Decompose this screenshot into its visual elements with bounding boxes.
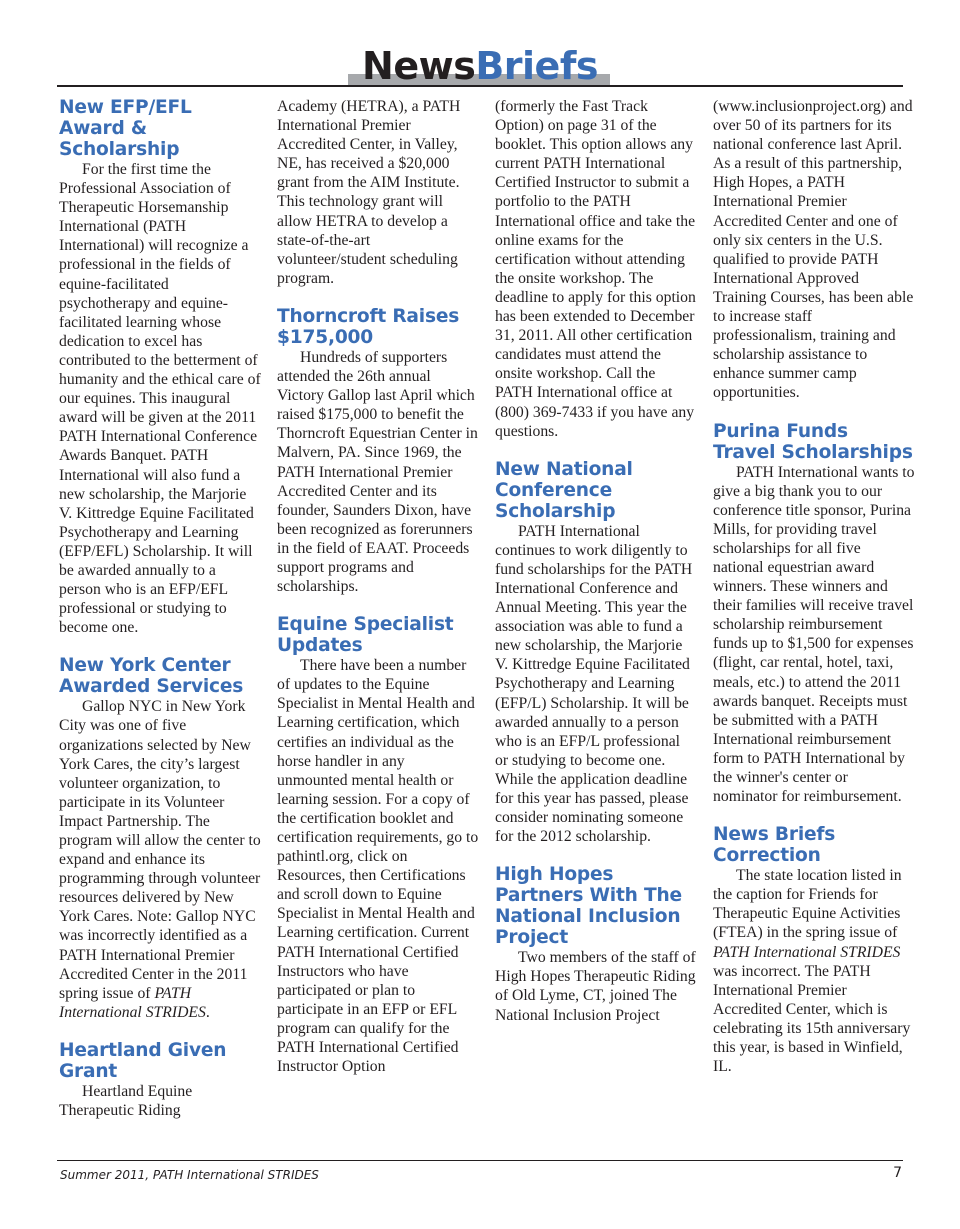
body-nyc-center (59, 697, 261, 1022)
body-conference-scholarship: PATH International continues to work diligently to fund scholarships for the PATH International Conference and Annual Meeting. This year the association was able to fund a new scholarship, the Marjorie V. Kittredge Equine Facilitated Psychotherapy and Learning (EFP/L) Scholarship. It will be awarded annually to a person who is an EFP/L professional or studying to become one. While the application deadline for this year has passed, please consider nominating someone for the 2012 scholarship. (495, 522, 693, 846)
body-correction-end: was incorrect. The PATH International Premier Accredited Center, which is celebrating its 15th anniversary this year, is based in Winfield, IL. (713, 962, 911, 1076)
body-correction-text: The state location listed in the caption for Friends for Therapeutic Equine Activities (FTEA) in the spring issue of (713, 867, 902, 942)
footer-rule (57, 1160, 903, 1161)
article-gap (495, 846, 697, 864)
headline-efp-award: New EFP/EFL Award & Scholarship (59, 97, 192, 160)
body-correction-italic: PATH International STRIDES (713, 943, 901, 961)
body-equine-specialist-start: There have been a number of updates to the Equine Specialist in Mental Health and Learning certification, which certifies an individual as the horse handler in any unmounted mental health or learning session. For a copy of the certification booklet and certification requirements, go to pathintl.org, click on Resources, then Certifications and scroll down to Equine Specialist in Mental Health and Learning certification. Current PATH International Certified Instructors who have participated or plan to participate in an EFP or EFL program can qualify for the PATH International Certified Instructor Option (277, 657, 479, 1076)
headline-equine-specialist: Equine Specialist Updates (277, 614, 454, 657)
column-4 (713, 97, 915, 1157)
section-masthead (0, 44, 960, 92)
column-1 (59, 97, 261, 1157)
body-efp-award: For the first time the Professional Association of Therapeutic Horsemanship International (PATH International) will recognize a professional in the fields of equine-facilitated psychotherapy and equine-facilitated learning whose dedication to excel has contributed to the betterment of humanity and the ethical care of our equines. This inaugural award will be given at the 2011 PATH International Conference Awards Banquet. PATH International will also fund a new scholarship, the Marjorie V. Kittredge Equine Facilitated Psychotherapy and Learning (EFP/EFL) Scholarship. It will be awarded annually to a person who is an EFP/EFL professional or studying to become one. (59, 161, 261, 637)
body-heartland-start: Heartland Equine Therapeutic Riding (59, 1082, 193, 1120)
body-equine-specialist-continued: (formerly the Fast Track Option) on page 31 of the booklet. This option allows any current PATH International Certified Instructor to submit a portfolio to the PATH International office and take the online exams for the certification without attending the onsite workshop. The deadline to apply for this option has been extended to December 31, 2011. All other certification candidates must attend the onsite workshop. Call the PATH International office at (800) 369-7433 if you have any questions. (495, 98, 696, 440)
article-gap (59, 637, 261, 655)
article-gap (713, 806, 915, 824)
body-high-hopes-start: Two members of the staff of High Hopes Therapeutic Riding of Old Lyme, CT, joined The National Inclusion Project (495, 949, 696, 1024)
body-heartland-continued: Academy (HETRA), a PATH International Premier Accredited Center, in Valley, NE, has received a $20,000 grant from the AIM Institute. This technology grant will allow HETRA to develop a state-of-the-art volunteer/student scheduling program. (277, 98, 461, 287)
headline-thorncroft: Thorncroft Raises $175,000 (277, 305, 460, 348)
headline-heartland: Heartland Given Grant (59, 1039, 227, 1082)
body-nyc-text: Gallop NYC in New York City was one of five organizations selected by New York Cares, the city’s largest volunteer organization, to participate in its Volunteer Impact Partnership. The program will allow the center to expand and enhance its programming through volunteer resources delivered by New York Cares. Note: Gallop NYC was incorrectly identified as a PATH International Premier Accredited Center in the 2011 spring issue of (59, 698, 261, 1002)
page-number: 7 (893, 1165, 902, 1181)
body-high-hopes-continued: (www.inclusionproject.org) and over 50 of its partners for its national conference last April. As a result of this partnership, High Hopes, a PATH International Premier Accredited Center and one of only six centers in the U.S. qualified to provide PATH International Approved Training Courses, has been able to increase staff professionalism, training and scholarship assistance to enhance summer camp opportunities. (713, 98, 914, 402)
body-correction (713, 866, 915, 1076)
section-title (0, 46, 960, 86)
column-2 (277, 97, 479, 1157)
headline-high-hopes: High Hopes Partners With The National Inclusion Project (495, 864, 682, 949)
body-nyc-end: . (205, 1003, 210, 1021)
headline-conference-scholarship: New National Conference Scholarship (495, 458, 633, 522)
body-nyc-italic: PATH International STRIDES (59, 984, 206, 1021)
body-purina: PATH International wants to give a big thank you to our conference title sponsor, Purina Mills, for providing travel scholarships for all five national equestrian award winners. These winners and their families will receive travel scholarship reimbursement funds up to $1,500 for expenses (flight, car rental, hotel, taxi, meals, etc.) to attend the 2011 awards banquet. Receipts must be submitted with a PATH International reimbursement form to PATH International by the winner's center or nominator for reimbursement. (713, 463, 915, 806)
footer-publication: Summer 2011, PATH International STRIDES (60, 1168, 319, 1182)
headline-correction: News Briefs Correction (713, 824, 836, 867)
headline-nyc-center: New York Center Awarded Services (59, 655, 244, 698)
section-title-briefs: Briefs (475, 44, 598, 88)
body-thorncroft: Hundreds of supporters attended the 26th annual Victory Gallop last April which raised $175,000 to benefit the Thorncroft Equestrian Center in Malvern, PA. Since 1969, the PATH International Premier Accredited Center and its founder, Saunders Dixon, have been recognized as forerunners in the field of EAAT. Proceeds support programs and scholarships. (277, 348, 478, 596)
article-gap (495, 441, 697, 459)
article-gap (59, 1022, 261, 1040)
section-title-news: News (362, 44, 476, 88)
article-gap (713, 403, 915, 421)
column-3 (495, 97, 697, 1157)
article-gap (277, 596, 479, 614)
headline-purina: Purina Funds Travel Scholarships (713, 420, 913, 463)
article-gap (277, 288, 479, 306)
